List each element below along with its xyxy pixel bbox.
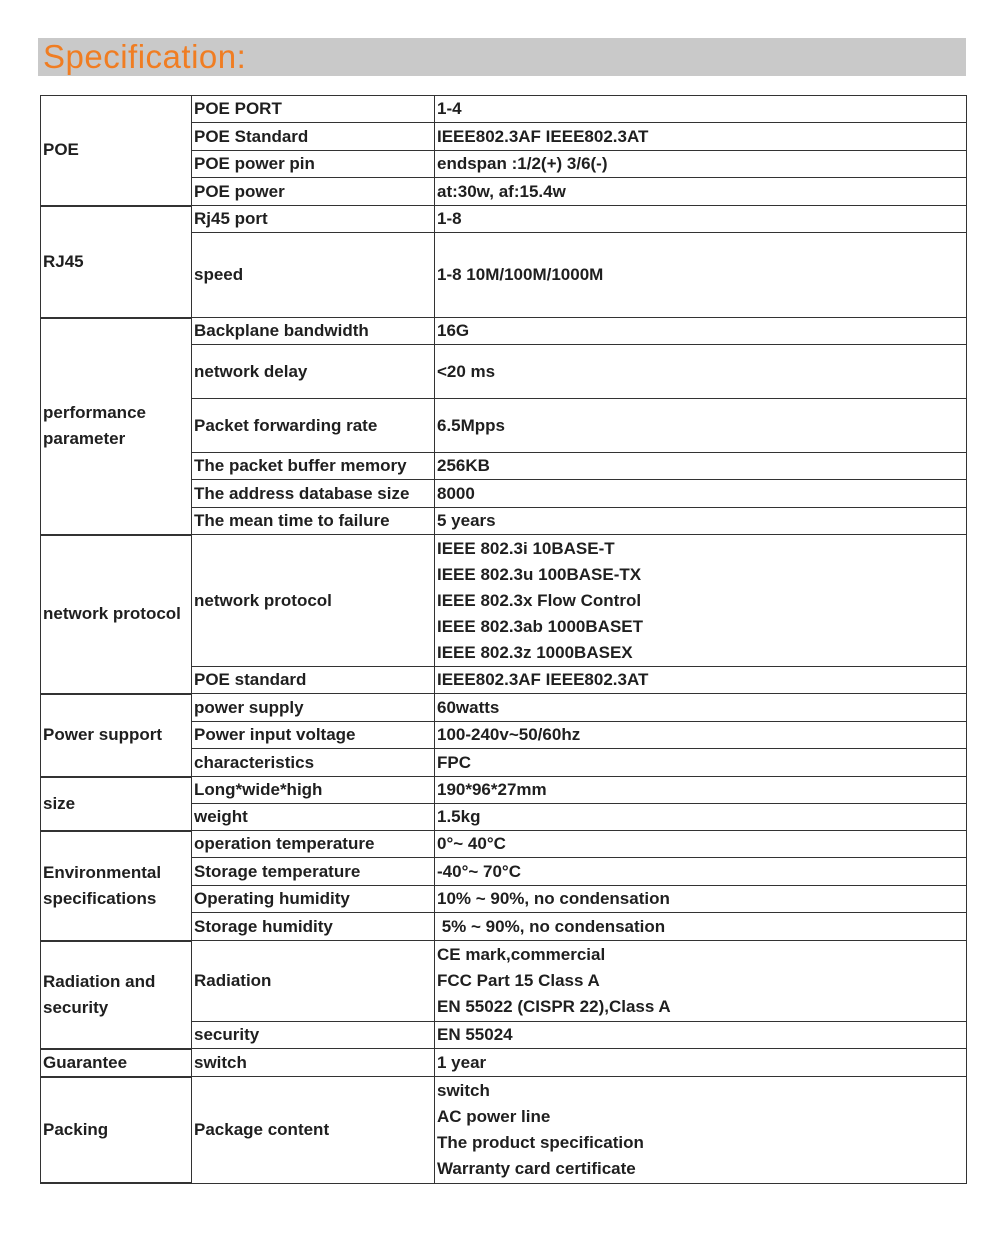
spec-value-line: IEEE 802.3i 10BASE-T bbox=[437, 538, 615, 558]
spec-value-line: Warranty card certificate bbox=[437, 1158, 636, 1178]
spec-value bbox=[435, 777, 967, 804]
spec-value-line: IEEE 802.3x Flow Control bbox=[437, 590, 642, 610]
spec-value bbox=[435, 399, 967, 453]
spec-parameter: Packet forwarding rate bbox=[192, 399, 435, 453]
spec-category: performance parameter bbox=[41, 318, 192, 535]
spec-parameter: weight bbox=[192, 804, 435, 831]
spec-value bbox=[435, 535, 967, 667]
spec-value bbox=[435, 123, 967, 151]
spec-value bbox=[435, 913, 967, 941]
spec-category: Environmental specifications bbox=[41, 831, 192, 941]
spec-value bbox=[435, 722, 967, 749]
spec-value-line: 1-4 bbox=[437, 99, 462, 118]
spec-category: POE bbox=[41, 96, 192, 206]
spec-value bbox=[435, 886, 967, 913]
spec-parameter: POE PORT bbox=[192, 96, 435, 123]
spec-parameter: Power input voltage bbox=[192, 722, 435, 749]
spec-parameter: operation temperature bbox=[192, 831, 435, 858]
title-bar bbox=[38, 38, 966, 76]
spec-parameter: switch bbox=[192, 1049, 435, 1077]
spec-row bbox=[41, 831, 967, 858]
spec-value-line: 8000 bbox=[437, 483, 475, 503]
specification-table bbox=[40, 95, 967, 1184]
spec-value-line: 16G bbox=[437, 321, 470, 341]
spec-parameter: power supply bbox=[192, 694, 435, 722]
spec-value bbox=[435, 749, 967, 777]
spec-parameter: POE power pin bbox=[192, 151, 435, 178]
spec-parameter: The address database size bbox=[192, 480, 435, 508]
spec-value bbox=[435, 508, 967, 535]
spec-value bbox=[435, 1077, 967, 1183]
spec-value-line: 10% ~ 90%, no condensation bbox=[437, 889, 670, 909]
spec-parameter: security bbox=[192, 1022, 435, 1049]
spec-value-line: 5 years bbox=[437, 511, 496, 531]
spec-value bbox=[435, 694, 967, 722]
spec-parameter: The mean time to failure bbox=[192, 508, 435, 535]
spec-row bbox=[41, 777, 967, 804]
spec-row bbox=[41, 535, 967, 667]
spec-value bbox=[435, 318, 967, 345]
spec-value-line: 100-240v~50/60hz bbox=[437, 725, 581, 745]
spec-value bbox=[435, 96, 967, 123]
spec-value-line: The product specification bbox=[437, 1132, 644, 1152]
spec-value-line: 256KB bbox=[437, 456, 490, 476]
spec-value-line: -40°~ 70°C bbox=[437, 861, 522, 881]
spec-category: RJ45 bbox=[41, 206, 192, 318]
spec-value-line: <20 ms bbox=[437, 361, 496, 381]
spec-category: network protocol bbox=[41, 535, 192, 694]
spec-value bbox=[435, 233, 967, 318]
spec-category: Radiation and security bbox=[41, 941, 192, 1049]
spec-value bbox=[435, 345, 967, 399]
spec-parameter: network delay bbox=[192, 345, 435, 399]
spec-value-line: IEEE 802.3u 100BASE-TX bbox=[437, 564, 642, 584]
spec-row bbox=[41, 206, 967, 233]
spec-value bbox=[435, 667, 967, 694]
spec-row bbox=[41, 1049, 967, 1077]
spec-row bbox=[41, 941, 967, 1022]
spec-value bbox=[435, 1022, 967, 1049]
spec-value-line: EN 55022 (CISPR 22),Class A bbox=[437, 997, 671, 1017]
spec-value-line: FCC Part 15 Class A bbox=[437, 971, 600, 991]
spec-value-line: at:30w, af:15.4w bbox=[437, 181, 566, 201]
spec-parameter: Long*wide*high bbox=[192, 777, 435, 804]
spec-value-line: 1 year bbox=[437, 1052, 487, 1072]
spec-parameter: Operating humidity bbox=[192, 886, 435, 913]
spec-value bbox=[435, 151, 967, 178]
spec-parameter: Storage temperature bbox=[192, 858, 435, 886]
spec-value bbox=[435, 206, 967, 233]
spec-value-line: switch bbox=[437, 1080, 490, 1100]
spec-value bbox=[435, 178, 967, 206]
spec-value-line: IEEE802.3AF IEEE802.3AT bbox=[437, 670, 649, 690]
spec-value-line: 6.5Mpps bbox=[437, 415, 506, 435]
spec-value-line: 1-8 10M/100M/1000M bbox=[437, 265, 604, 285]
spec-value bbox=[435, 804, 967, 831]
spec-parameter: POE Standard bbox=[192, 123, 435, 151]
spec-value-line: 190*96*27mm bbox=[437, 780, 547, 800]
page-title: Specification: bbox=[43, 38, 247, 75]
spec-parameter: Backplane bandwidth bbox=[192, 318, 435, 345]
spec-value-line: 1-8 bbox=[437, 209, 462, 228]
spec-parameter: Storage humidity bbox=[192, 913, 435, 941]
spec-value-line: IEEE 802.3z 1000BASEX bbox=[437, 642, 633, 662]
spec-parameter: characteristics bbox=[192, 749, 435, 777]
spec-value-line: CE mark,commercial bbox=[437, 945, 606, 965]
specification-table-body bbox=[41, 96, 967, 1184]
spec-value bbox=[435, 941, 967, 1022]
spec-value-line: 60watts bbox=[437, 697, 500, 717]
spec-value-line: IEEE802.3AF IEEE802.3AT bbox=[437, 126, 649, 146]
spec-value-line: endspan :1/2(+) 3/6(-) bbox=[437, 154, 608, 173]
spec-value-line: EN 55024 bbox=[437, 1025, 513, 1045]
spec-category: size bbox=[41, 777, 192, 831]
spec-value bbox=[435, 1049, 967, 1077]
spec-value-line: FPC bbox=[437, 752, 471, 772]
spec-value-line: IEEE 802.3ab 1000BASET bbox=[437, 616, 644, 636]
spec-parameter: Package content bbox=[192, 1077, 435, 1183]
spec-category: Guarantee bbox=[41, 1049, 192, 1077]
spec-parameter: Radiation bbox=[192, 941, 435, 1022]
spec-parameter: POE power bbox=[192, 178, 435, 206]
spec-parameter: speed bbox=[192, 233, 435, 318]
spec-parameter: POE standard bbox=[192, 667, 435, 694]
spec-value bbox=[435, 858, 967, 886]
spec-row bbox=[41, 318, 967, 345]
spec-row bbox=[41, 694, 967, 722]
spec-parameter: Rj45 port bbox=[192, 206, 435, 233]
spec-parameter: network protocol bbox=[192, 535, 435, 667]
spec-category: Packing bbox=[41, 1077, 192, 1183]
spec-value-line: 1.5kg bbox=[437, 807, 481, 827]
spec-parameter: The packet buffer memory bbox=[192, 453, 435, 480]
spec-category: Power support bbox=[41, 694, 192, 777]
spec-value bbox=[435, 831, 967, 858]
spec-value bbox=[435, 480, 967, 508]
spec-value bbox=[435, 453, 967, 480]
spec-row bbox=[41, 96, 967, 123]
spec-value-line: 0°~ 40°C bbox=[437, 834, 506, 854]
spec-value-line: 5% ~ 90%, no condensation bbox=[437, 916, 666, 936]
spec-row bbox=[41, 1077, 967, 1183]
spec-value-line: AC power line bbox=[437, 1106, 551, 1126]
